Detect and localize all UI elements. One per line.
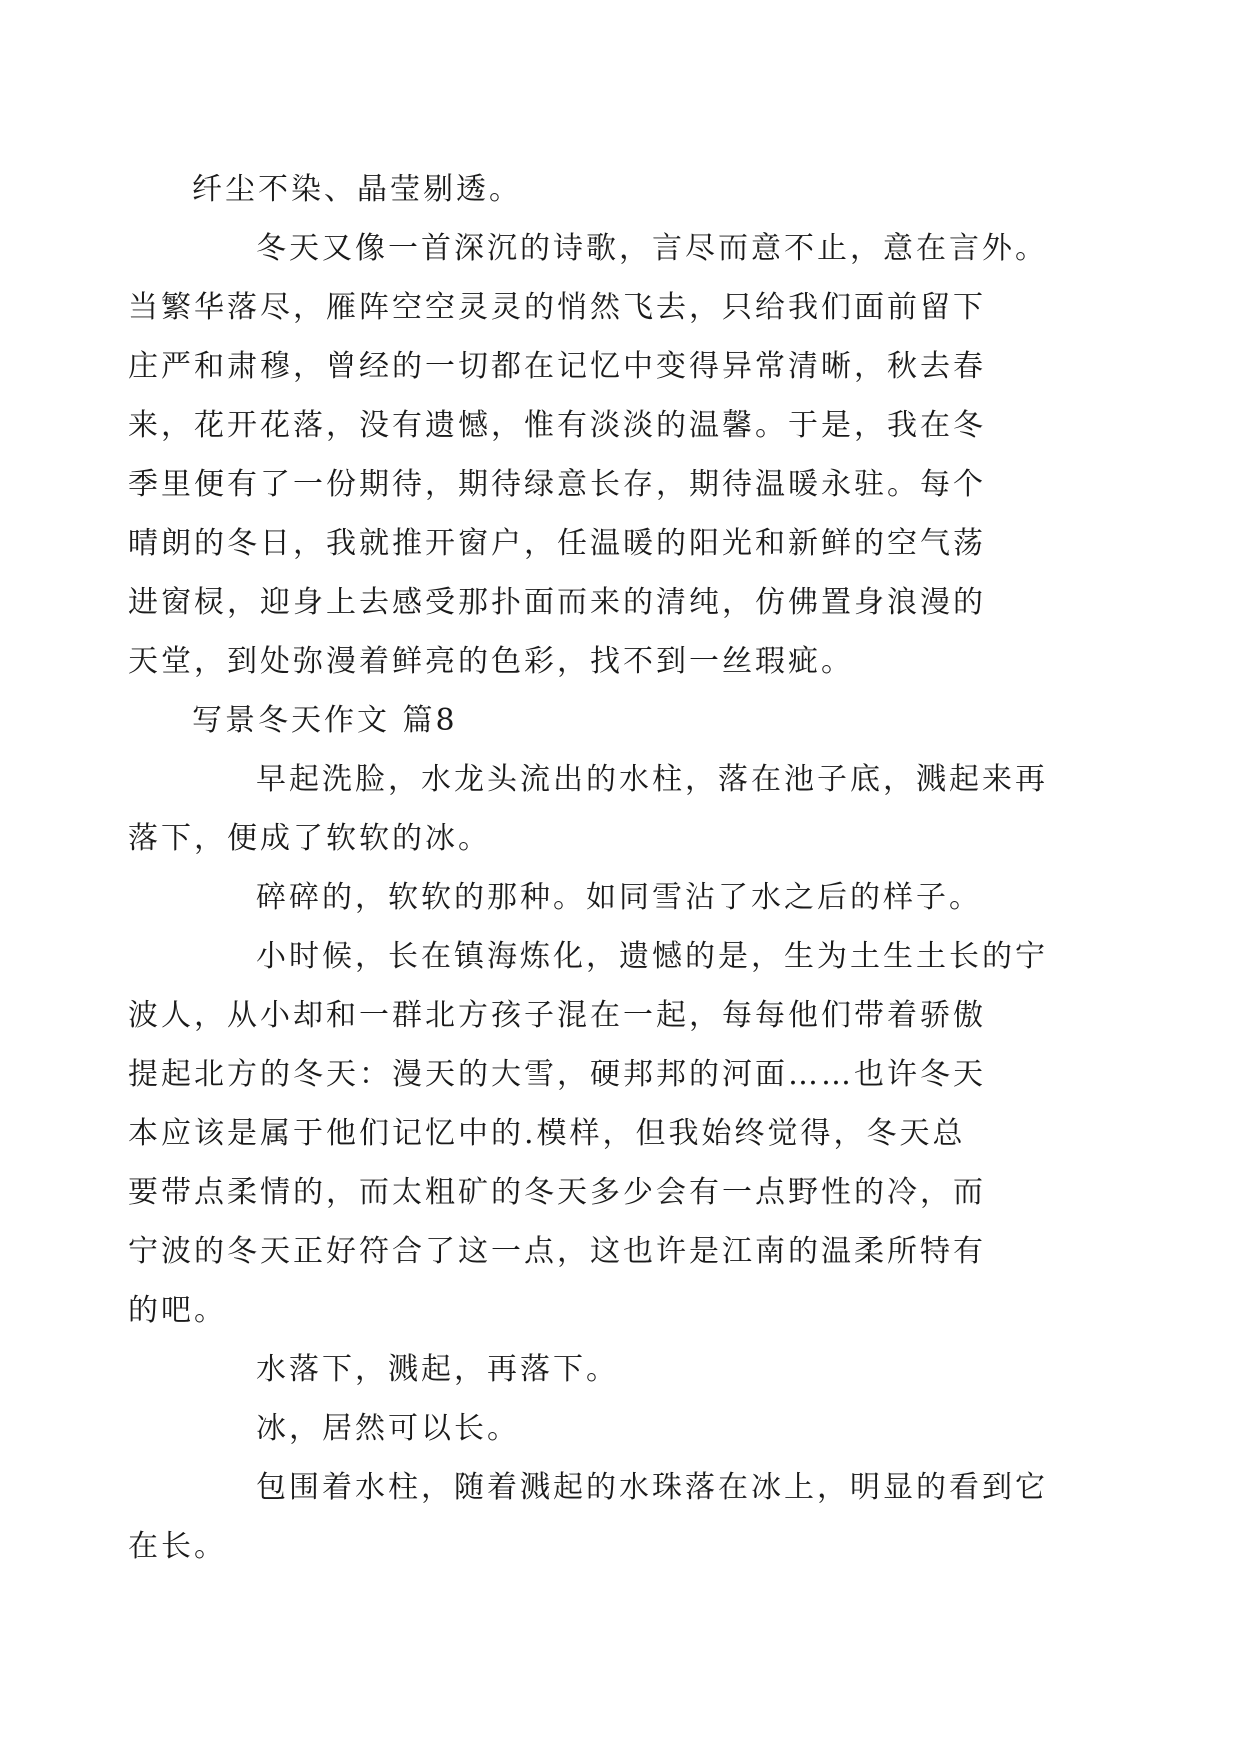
text-line: 提起北方的冬天：漫天的大雪，硬邦邦的河面……也许冬天 <box>128 1057 986 1092</box>
text-line: 宁波的冬天正好符合了这一点，这也许是江南的温柔所特有 <box>128 1234 986 1269</box>
text-line: 的吧。 <box>128 1293 227 1328</box>
text-line: 写景冬天作文 篇8 <box>192 703 458 738</box>
text-line: 当繁华落尽，雁阵空空灵灵的悄然飞去，只给我们面前留下 <box>128 290 986 325</box>
text-line: 水落下，溅起，再落下。 <box>256 1352 619 1387</box>
document-body <box>128 160 1072 1576</box>
paragraph <box>128 1458 1072 1576</box>
section-heading <box>192 691 1072 750</box>
text-line: 冬天又像一首深沉的诗歌，言尽而意不止，意在言外。 <box>256 231 1048 266</box>
text-line: 落下，便成了软软的冰。 <box>128 821 491 856</box>
text-line: 季里便有了一份期待，期待绿意长存，期待温暖永驻。每个 <box>128 467 986 502</box>
text-line: 来，花开花落，没有遗憾，惟有淡淡的温馨。于是，我在冬 <box>128 408 986 443</box>
paragraph <box>192 1340 1072 1399</box>
text-line: 本应该是属于他们记忆中的.模样，但我始终觉得，冬天总 <box>128 1116 966 1151</box>
paragraph <box>192 160 1072 219</box>
paragraph <box>128 219 1072 691</box>
paragraph <box>128 927 1072 1340</box>
text-line: 纤尘不染、晶莹剔透。 <box>192 172 522 207</box>
text-line: 早起洗脸，水龙头流出的水柱，落在池子底，溅起来再 <box>256 762 1048 797</box>
text-line: 要带点柔情的，而太粗矿的冬天多少会有一点野性的冷，而 <box>128 1175 986 1210</box>
text-line: 庄严和肃穆，曾经的一切都在记忆中变得异常清晰，秋去春 <box>128 349 986 384</box>
text-line: 小时候，长在镇海炼化，遗憾的是，生为土生土长的宁 <box>256 939 1048 974</box>
text-line: 冰，居然可以长。 <box>256 1411 520 1446</box>
paragraph <box>192 1399 1072 1458</box>
text-line: 碎碎的，软软的那种。如同雪沾了水之后的样子。 <box>256 880 982 915</box>
text-line: 进窗棂，迎身上去感受那扑面而来的清纯，仿佛置身浪漫的 <box>128 585 986 620</box>
text-line: 波人，从小却和一群北方孩子混在一起，每每他们带着骄傲 <box>128 998 986 1033</box>
text-line: 在长。 <box>128 1529 227 1564</box>
paragraph <box>128 750 1072 868</box>
paragraph <box>192 868 1072 927</box>
text-line: 晴朗的冬日，我就推开窗户，任温暖的阳光和新鲜的空气荡 <box>128 526 986 561</box>
text-line: 天堂，到处弥漫着鲜亮的色彩，找不到一丝瑕疵。 <box>128 644 854 679</box>
text-line: 包围着水柱，随着溅起的水珠落在冰上，明显的看到它 <box>256 1470 1048 1505</box>
